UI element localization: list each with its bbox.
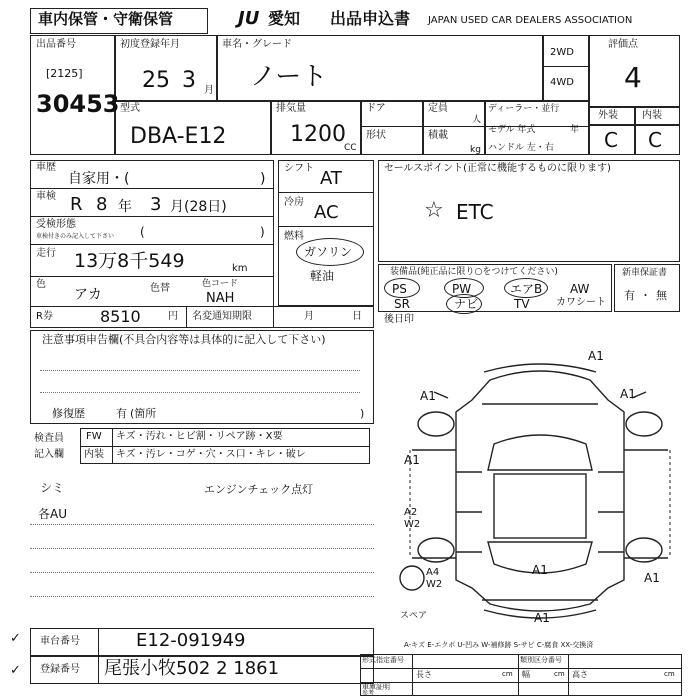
recycle-value: 8510 — [100, 307, 141, 326]
fuel-label: 燃料 — [284, 231, 304, 242]
sales-point-star: ☆ — [424, 198, 444, 223]
deadline-month: 月 — [304, 311, 314, 322]
association-name: JAPAN USED CAR DEALERS ASSOCIATION — [428, 15, 633, 26]
ju-logo: JU — [238, 8, 260, 29]
lot-sub-number: [2125] — [46, 67, 83, 80]
exterior-grade: C — [604, 128, 618, 152]
color-code: NAH — [206, 291, 235, 306]
spare-label: スペア — [400, 611, 428, 621]
mileage-unit: km — [232, 263, 248, 274]
model-year-label: モデル 年式 — [488, 125, 536, 135]
shape-label: 形状 — [366, 130, 386, 141]
equip-airbag: エアB — [510, 282, 543, 296]
rear-label: 後日印 — [384, 314, 414, 325]
length-unit: cm — [502, 670, 513, 678]
model-value: DBA-E12 — [130, 124, 227, 149]
ref-label: 参考 — [362, 690, 375, 697]
displacement-unit: CC — [344, 143, 357, 153]
damage-mark-left-side: A1 — [404, 453, 420, 467]
history-value: 自家用・( — [68, 171, 130, 187]
inspect-form-close: ) — [260, 225, 265, 239]
org-name: 愛知 — [268, 9, 301, 28]
lot-number: 30453 — [36, 90, 120, 118]
interior-grade: C — [648, 128, 662, 152]
deadline-day: 日 — [352, 311, 362, 322]
top-grid — [30, 35, 680, 155]
width-label: 幅 — [522, 670, 530, 679]
recycle-label: R券 — [36, 311, 53, 322]
mileage-label: 走行 — [36, 248, 56, 259]
aircon-label: 冷房 — [284, 197, 304, 208]
inspection-year: 8 — [96, 194, 108, 215]
damage-mark-rear-left-w: W2 — [426, 579, 443, 590]
mileage-value: 13万8千549 — [74, 250, 185, 272]
inspector-note-left2: 各AU — [38, 507, 67, 521]
fuel-diesel: 軽油 — [310, 269, 335, 283]
recycle-unit: 円 — [168, 311, 178, 322]
storage-stamp-box — [30, 8, 208, 34]
equip-sr: SR — [394, 297, 410, 311]
history-label: 車歴 — [36, 162, 56, 173]
handle-label: ハンドル 左・右 — [488, 143, 554, 153]
chassis-value: E12-091949 — [136, 630, 246, 651]
inspection-month: 3 — [150, 194, 162, 215]
registration-label: 初度登録年月 — [120, 39, 180, 50]
equip-leather: カワシート — [556, 297, 606, 308]
damage-mark-rear-left: A4 — [426, 567, 440, 578]
aircon-value: AC — [314, 202, 339, 223]
displacement-value: 1200 — [290, 122, 346, 147]
color-value: アカ — [74, 287, 102, 303]
registration-year: 25 — [142, 68, 170, 93]
equip-navi: ナビ — [454, 297, 479, 311]
model-label: 型式 — [120, 103, 140, 114]
lot-label: 出品番号 — [36, 39, 76, 50]
color-label: 色 — [36, 279, 46, 290]
equip-navi-circle — [446, 294, 482, 314]
equipment-label: 装備品(純正品に限り○をつけてください) — [390, 267, 558, 277]
load-unit: kg — [470, 145, 481, 155]
shift-label: シフト — [284, 163, 314, 174]
damage-mark-front-right: A1 — [620, 387, 636, 401]
plate-check: ✓ — [10, 663, 21, 678]
inspect-form-label: 受検形態 — [36, 219, 76, 230]
capacity-unit: 人 — [472, 115, 482, 125]
model-year-unit: 年 — [570, 125, 580, 135]
category-no-label: 類別区分番号 — [520, 656, 562, 664]
diagram-legend: A-キズ E-エクボ U-凹み W-補修跡 S-サビ C-腐食 XX-交換済 — [404, 641, 594, 649]
car-name-label: 車名・グレード — [222, 39, 292, 50]
equip-tv: TV — [514, 297, 530, 311]
damage-mark-front: A1 — [588, 349, 604, 363]
equip-aw: AW — [570, 282, 590, 296]
plate-label: 登録番号 — [40, 664, 80, 675]
history-close: ) — [260, 171, 266, 187]
drive-4wd: 4WD — [550, 77, 574, 88]
fuel-gas-circle — [296, 238, 364, 266]
cert-label: 車庫証明 — [362, 683, 390, 691]
height-unit: cm — [664, 670, 675, 678]
inspect-form-note: 車検付きのみ記入して下さい — [36, 233, 115, 240]
repair-value: 有 — [116, 407, 127, 420]
check-interior-label: 内装 — [84, 449, 104, 460]
length-label: 長さ — [416, 670, 432, 679]
displacement-label: 排気量 — [276, 103, 306, 114]
height-label: 高さ — [572, 670, 588, 679]
warranty-sep: ・ — [640, 289, 651, 302]
shift-value: AT — [320, 168, 342, 189]
car-name: ノート — [250, 62, 328, 92]
damage-mark-left-lower: A2 — [404, 507, 418, 518]
chassis-check: ✓ — [10, 631, 21, 646]
warranty-yes: 有 — [624, 289, 635, 302]
warranty-label: 新車保証書 — [622, 268, 668, 278]
notes-label: 注意事項申告欄(不具合内容等は具体的に記入して下さい) — [42, 333, 326, 346]
check-row2: キズ・汚レ・コゲ・穴・ス口・キレ・破レ — [116, 449, 306, 460]
car-diagram — [398, 349, 682, 632]
damage-mark-left-lower-w: W2 — [404, 519, 421, 530]
color-change-label: 色替 — [150, 283, 170, 294]
inspection-era: R — [70, 194, 83, 215]
fuel-gas: ガソリン — [304, 245, 353, 259]
inspection-date: 月(28日) — [170, 199, 227, 215]
color-code-label: 色コード — [202, 279, 239, 289]
exterior-label: 外装 — [598, 110, 618, 121]
warranty-no: 無 — [656, 289, 667, 302]
damage-mark-rear: A1 — [534, 611, 550, 625]
dealer-label: ディーラー・並行 — [488, 104, 560, 114]
inspector-label-1: 検査員 — [34, 433, 64, 444]
chassis-label: 車台番号 — [40, 636, 80, 647]
rating-value: 4 — [624, 61, 642, 94]
specified-no-label: 形式指定番号 — [362, 656, 404, 664]
doc-title: 出品申込書 — [330, 9, 411, 28]
sales-point-value: ETC — [456, 200, 494, 224]
sales-point-label: セールスポイント(正常に機能するものに限ります) — [384, 163, 611, 174]
repair-note: (箇所 — [130, 407, 157, 420]
inspection-year-unit: 年 — [118, 199, 132, 215]
registration-month-unit: 月 — [204, 85, 214, 96]
inspect-form-open: ( — [140, 225, 145, 239]
inspector-note-left1: シミ — [40, 481, 65, 495]
repair-close: ) — [360, 407, 365, 420]
inspector-label-2: 記入欄 — [34, 449, 64, 460]
check-row1: キズ・汚れ・ヒビ割・リペア跡・X要 — [116, 431, 283, 442]
width-unit: cm — [554, 670, 565, 678]
storage-stamp: 車内保管・守衛保管 — [38, 10, 174, 28]
equip-ps-circle — [384, 278, 420, 298]
equip-airbag-circle — [504, 278, 548, 298]
equip-pw: PW — [452, 282, 472, 296]
inspector-note-right: エンジンチェック点灯 — [204, 483, 314, 496]
inspection-label: 車検 — [36, 191, 56, 202]
drive-2wd: 2WD — [550, 47, 574, 58]
damage-mark-rear-right: A1 — [644, 571, 660, 585]
doors-label: ドア — [366, 103, 386, 114]
damage-mark-roof-rear: A1 — [532, 563, 548, 577]
capacity-label: 定員 — [428, 103, 448, 114]
check-fw: FW — [86, 431, 102, 442]
damage-mark-front-left: A1 — [420, 389, 436, 403]
equip-ps: PS — [392, 282, 407, 296]
load-label: 積載 — [428, 130, 448, 141]
plate-value: 尾張小牧502 2 1861 — [104, 658, 280, 679]
registration-month: 3 — [182, 68, 196, 93]
interior-label: 内装 — [642, 110, 662, 121]
repair-label: 修復歴 — [52, 407, 85, 420]
deadline-label: 名変通知期限 — [192, 311, 252, 322]
rating-label: 評価点 — [608, 39, 638, 50]
